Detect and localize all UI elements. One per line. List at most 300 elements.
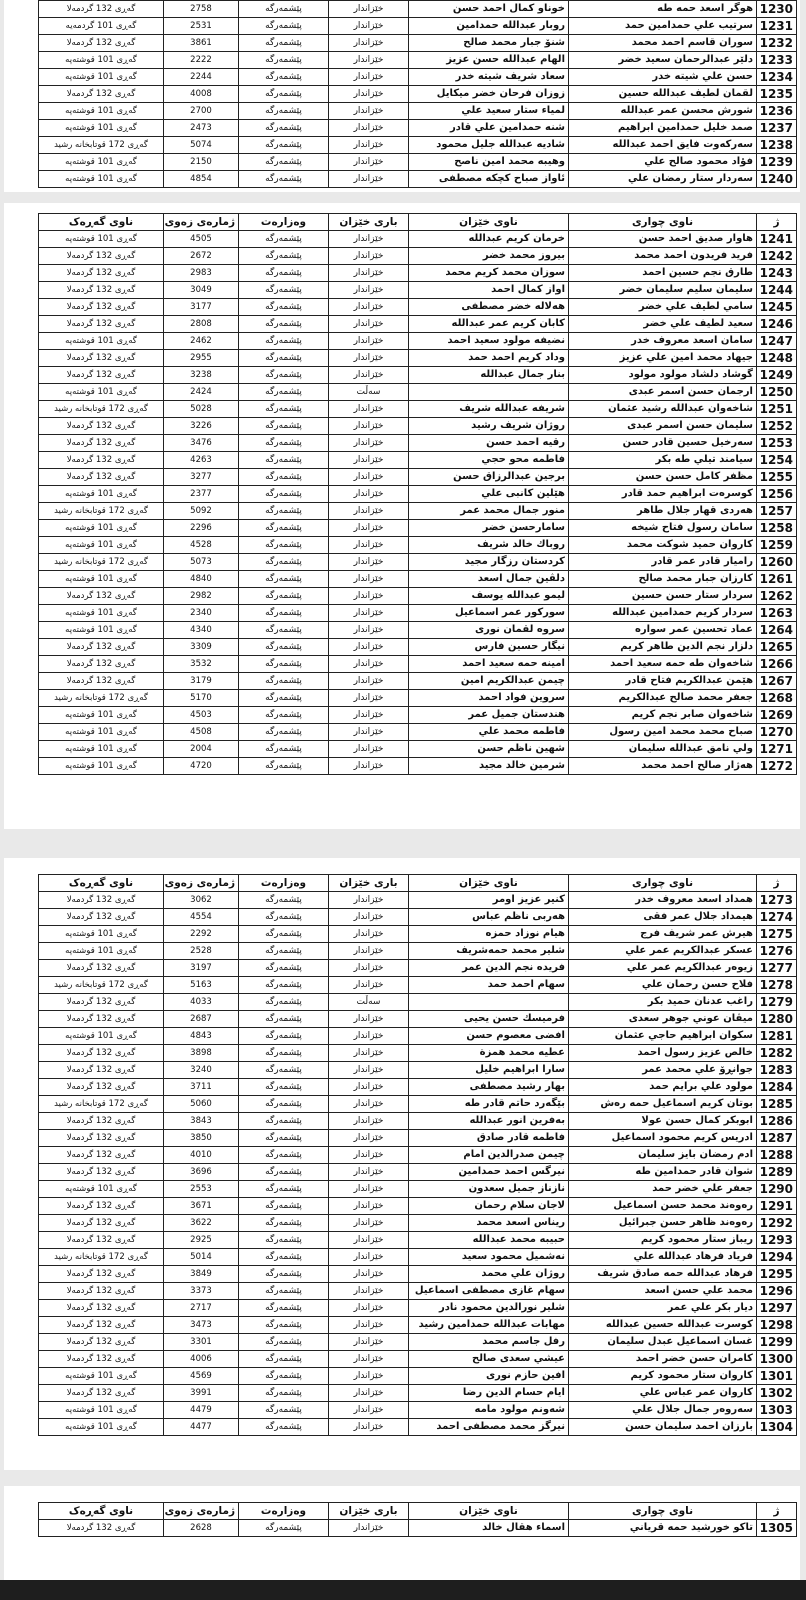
mother-name-cell: كردستان رزگار مجيد: [409, 554, 569, 571]
house-no-cell: 4263: [164, 452, 239, 469]
table-row: [39, 265, 797, 282]
seq-cell: 1243: [757, 265, 797, 282]
seq-cell: 1272: [757, 758, 797, 775]
mother-name-cell: منور جمال محمد عمر: [409, 503, 569, 520]
ministry-cell: پێشمەرگە: [239, 299, 329, 316]
family-status-cell: خێزاندار: [329, 656, 409, 673]
family-status-cell: خێزاندار: [329, 154, 409, 171]
ministry-cell: پێشمەرگە: [239, 1419, 329, 1436]
house-no-cell: 4008: [164, 86, 239, 103]
neighborhood-cell: گەڕی 132 گردمەلا: [39, 1079, 164, 1096]
full-name-cell: كاروان عمر عباس علي: [569, 1385, 757, 1402]
full-name-cell: شاخەوان عبدالله رشيد عثمان: [569, 401, 757, 418]
house-no-cell: 3179: [164, 673, 239, 690]
house-no-cell: 4479: [164, 1402, 239, 1419]
family-status-cell: خێزاندار: [329, 1079, 409, 1096]
neighborhood-cell: گەڕی 132 گردمەلا: [39, 1317, 164, 1334]
full-name-cell: سعيد لطيف علي خضر: [569, 316, 757, 333]
neighborhood-cell: گەڕی 132 گردمەلا: [39, 1198, 164, 1215]
full-name-cell: ولي نامق عبدالله سليمان: [569, 741, 757, 758]
table-row: [39, 282, 797, 299]
seq-cell: 1264: [757, 622, 797, 639]
ministry-cell: پێشمەرگە: [239, 724, 329, 741]
house-no-cell: 2717: [164, 1300, 239, 1317]
seq-cell: 1249: [757, 367, 797, 384]
family-status-cell: خێزاندار: [329, 892, 409, 909]
full-name-cell: دلێر عبدالرحمان سعيد خضر: [569, 52, 757, 69]
mother-name-cell: شلير نورالدين محمود نادر: [409, 1300, 569, 1317]
full-name-cell: بوتان كريم اسماعيل حمه رەش: [569, 1096, 757, 1113]
family-status-cell: خێزاندار: [329, 401, 409, 418]
full-name-cell: هەژار صالح احمد محمد: [569, 758, 757, 775]
ministry-cell: پێشمەرگە: [239, 520, 329, 537]
family-status-cell: خێزاندار: [329, 1113, 409, 1130]
table-row: [39, 1130, 797, 1147]
table-row: [39, 892, 797, 909]
ministry-cell: پێشمەرگە: [239, 1215, 329, 1232]
table-row: [39, 350, 797, 367]
ministry-cell: پێشمەرگە: [239, 154, 329, 171]
table-row: [39, 333, 797, 350]
mother-name-cell: بێگەرد حاتم قادر طه: [409, 1096, 569, 1113]
table-row: [39, 1, 797, 18]
table-row: [39, 1198, 797, 1215]
ministry-cell: پێشمەرگە: [239, 486, 329, 503]
neighborhood-cell: گەڕی 101 قوشتەپە: [39, 571, 164, 588]
neighborhood-cell: گەڕی 101 قوشتەپە: [39, 103, 164, 120]
table-row: [39, 639, 797, 656]
family-status-cell: خێزاندار: [329, 299, 409, 316]
seq-cell: 1236: [757, 103, 797, 120]
mother-name-cell: لمياء ستار سعيد علي: [409, 103, 569, 120]
document-page-1: [4, 0, 800, 192]
mother-name-cell: بهار رشيد مصطفى: [409, 1079, 569, 1096]
seq-cell: 1290: [757, 1181, 797, 1198]
table-row: [39, 1334, 797, 1351]
mother-name-cell: كنير عزيز اومر: [409, 892, 569, 909]
family-status-cell: خێزاندار: [329, 1334, 409, 1351]
house-no-cell: 4843: [164, 1028, 239, 1045]
family-status-cell: خێزاندار: [329, 367, 409, 384]
family-status-cell: خێزاندار: [329, 486, 409, 503]
house-no-cell: 5060: [164, 1096, 239, 1113]
neighborhood-cell: گەڕی 132 گردمەلا: [39, 367, 164, 384]
table-row: [39, 248, 797, 265]
seq-cell: 1250: [757, 384, 797, 401]
mother-name-cell: اسماء هقال خالد: [409, 1520, 569, 1537]
seq-cell: 1275: [757, 926, 797, 943]
house-no-cell: 2955: [164, 350, 239, 367]
family-status-cell: خێزاندار: [329, 171, 409, 188]
family-status-cell: خێزاندار: [329, 571, 409, 588]
house-no-cell: 2983: [164, 265, 239, 282]
ministry-cell: پێشمەرگە: [239, 265, 329, 282]
neighborhood-cell: گەڕی 132 گردمەلا: [39, 418, 164, 435]
family-status-cell: خێزاندار: [329, 1028, 409, 1045]
ministry-cell: پێشمەرگە: [239, 707, 329, 724]
full-name-cell: ادم رمضان بايز سليمان: [569, 1147, 757, 1164]
mother-name-cell: فاطمه قادر صادق: [409, 1130, 569, 1147]
family-status-cell: خێزاندار: [329, 1181, 409, 1198]
family-status-cell: خێزاندار: [329, 1232, 409, 1249]
neighborhood-cell: گەڕی 132 گردمەلا: [39, 909, 164, 926]
neighborhood-cell: گەڕی 132 گردمەلا: [39, 282, 164, 299]
table-row: [39, 707, 797, 724]
table-row: [39, 1300, 797, 1317]
full-name-cell: ارجمان حسن اسمر عبدی: [569, 384, 757, 401]
family-status-cell: خێزاندار: [329, 1317, 409, 1334]
table-row: [39, 137, 797, 154]
full-name-cell: مظفر كامل حسن حسن: [569, 469, 757, 486]
neighborhood-cell: گەڕی 101 قوشتەپە: [39, 231, 164, 248]
mother-name-cell: فاطمه محمد علي: [409, 724, 569, 741]
family-status-cell: خێزاندار: [329, 1011, 409, 1028]
family-status-cell: خێزاندار: [329, 418, 409, 435]
table-row: [39, 1249, 797, 1266]
family-status-cell: خێزاندار: [329, 554, 409, 571]
house-no-cell: 3696: [164, 1164, 239, 1181]
house-no-cell: 2808: [164, 316, 239, 333]
full-name-cell: سردار ستار حسن حسين: [569, 588, 757, 605]
neighborhood-cell: گەڕی 101 قوشتەپە: [39, 1368, 164, 1385]
ministry-cell: پێشمەرگە: [239, 892, 329, 909]
seq-cell: 1267: [757, 673, 797, 690]
neighborhood-cell: گەڕی 132 گردمەلا: [39, 299, 164, 316]
seq-cell: 1263: [757, 605, 797, 622]
header-family-status: باری خێزان: [329, 1503, 409, 1520]
neighborhood-cell: گەڕی 101 قوشتەپە: [39, 333, 164, 350]
full-name-cell: كاروان ستار محمود كريم: [569, 1368, 757, 1385]
seq-cell: 1279: [757, 994, 797, 1011]
full-name-cell: لقمان لطيف عبدالله حسين: [569, 86, 757, 103]
full-name-cell: گوشاد دلشاد مولود مولود: [569, 367, 757, 384]
full-name-cell: شاخەوان صابر نجم كريم: [569, 707, 757, 724]
family-status-cell: خێزاندار: [329, 1198, 409, 1215]
house-no-cell: 4340: [164, 622, 239, 639]
table-row: [39, 605, 797, 622]
family-status-cell: خێزاندار: [329, 120, 409, 137]
mother-name-cell: سوزان محمد كريم محمد: [409, 265, 569, 282]
table-row: [39, 418, 797, 435]
table-row: [39, 52, 797, 69]
full-name-cell: كارزان جبار محمد صالح: [569, 571, 757, 588]
neighborhood-cell: گەڕی 132 گردمەلا: [39, 1283, 164, 1300]
header-family-status: باری خێزان: [329, 875, 409, 892]
beneficiary-table-2: [38, 213, 797, 775]
seq-cell: 1294: [757, 1249, 797, 1266]
neighborhood-cell: گەڕی 101 قوشتەپە: [39, 520, 164, 537]
neighborhood-cell: گەڕی 132 گردمەلا: [39, 994, 164, 1011]
table-row: [39, 724, 797, 741]
full-name-cell: سيامند تيلي طه بكر: [569, 452, 757, 469]
mother-name-cell: شريفه عبدالله شريف: [409, 401, 569, 418]
seq-cell: 1231: [757, 18, 797, 35]
mother-name-cell: ريناس اسعد محمد: [409, 1215, 569, 1232]
table-row: [39, 35, 797, 52]
ministry-cell: پێشمەرگە: [239, 1130, 329, 1147]
mother-name-cell: عيشي سعدی صالح: [409, 1351, 569, 1368]
house-no-cell: 5073: [164, 554, 239, 571]
table-row: [39, 1028, 797, 1045]
mother-name-cell: روبار عبدالله حمدامين: [409, 18, 569, 35]
ministry-cell: پێشمەرگە: [239, 1385, 329, 1402]
neighborhood-cell: گەڕی 132 گردمەلا: [39, 1164, 164, 1181]
full-name-cell: فلاح حسن رحمان علي: [569, 977, 757, 994]
mother-name-cell: شهين ناظم حسن: [409, 741, 569, 758]
seq-cell: 1299: [757, 1334, 797, 1351]
neighborhood-cell: گەڕی 101 قوشتەپە: [39, 724, 164, 741]
table-row: [39, 943, 797, 960]
table-row: [39, 1113, 797, 1130]
seq-cell: 1240: [757, 171, 797, 188]
header-seq: ژ: [757, 214, 797, 231]
house-no-cell: 3197: [164, 960, 239, 977]
seq-cell: 1285: [757, 1096, 797, 1113]
ministry-cell: پێشمەرگە: [239, 1011, 329, 1028]
house-no-cell: 2925: [164, 1232, 239, 1249]
mother-name-cell: دلڤين جمال اسعد: [409, 571, 569, 588]
table-row: [39, 1317, 797, 1334]
house-no-cell: 3843: [164, 1113, 239, 1130]
seq-cell: 1260: [757, 554, 797, 571]
table-row: [39, 401, 797, 418]
seq-cell: 1270: [757, 724, 797, 741]
seq-cell: 1251: [757, 401, 797, 418]
table-row: [39, 1045, 797, 1062]
house-no-cell: 5092: [164, 503, 239, 520]
ministry-cell: پێشمەرگە: [239, 1520, 329, 1537]
neighborhood-cell: گەڕی 132 گردمەلا: [39, 1520, 164, 1537]
house-no-cell: 2244: [164, 69, 239, 86]
seq-cell: 1232: [757, 35, 797, 52]
seq-cell: 1273: [757, 892, 797, 909]
seq-cell: 1233: [757, 52, 797, 69]
neighborhood-cell: گەڕی 172 قوتابخانە رشید: [39, 554, 164, 571]
seq-cell: 1269: [757, 707, 797, 724]
mother-name-cell: بنار جمال عبدالله: [409, 367, 569, 384]
house-no-cell: 4508: [164, 724, 239, 741]
mother-name-cell: افضی معصوم حسن: [409, 1028, 569, 1045]
ministry-cell: پێشمەرگە: [239, 1300, 329, 1317]
family-status-cell: خێزاندار: [329, 435, 409, 452]
family-status-cell: خێزاندار: [329, 1385, 409, 1402]
seq-cell: 1291: [757, 1198, 797, 1215]
house-no-cell: 2628: [164, 1520, 239, 1537]
neighborhood-cell: گەڕی 132 گردمەلا: [39, 673, 164, 690]
full-name-cell: بارزان احمد سليمان حسن: [569, 1419, 757, 1436]
mother-name-cell: رقيه احمد حسن: [409, 435, 569, 452]
family-status-cell: خێزاندار: [329, 588, 409, 605]
ministry-cell: پێشمەرگە: [239, 1198, 329, 1215]
neighborhood-cell: گەڕی 101 قوشتەپە: [39, 537, 164, 554]
ministry-cell: پێشمەرگە: [239, 316, 329, 333]
family-status-cell: خێزاندار: [329, 469, 409, 486]
seq-cell: 1282: [757, 1045, 797, 1062]
full-name-cell: ديار بكر علي عمر: [569, 1300, 757, 1317]
neighborhood-cell: گەڕی 132 گردمەلا: [39, 1011, 164, 1028]
family-status-cell: خێزاندار: [329, 350, 409, 367]
family-status-cell: خێزاندار: [329, 1062, 409, 1079]
mother-name-cell: سروين فواد احمد: [409, 690, 569, 707]
family-status-cell: خێزاندار: [329, 707, 409, 724]
mother-name-cell: شرمين خالد مجيد: [409, 758, 569, 775]
neighborhood-cell: گەڕی 101 گردمەیە: [39, 18, 164, 35]
full-name-cell: جعفر محمد صالح عبدالكريم: [569, 690, 757, 707]
seq-cell: 1253: [757, 435, 797, 452]
ministry-cell: پێشمەرگە: [239, 248, 329, 265]
mother-name-cell: چيمن صدرالدين امام: [409, 1147, 569, 1164]
seq-cell: 1256: [757, 486, 797, 503]
mother-name-cell: فاطمه محو حجي: [409, 452, 569, 469]
house-no-cell: 2700: [164, 103, 239, 120]
mother-name-cell: سروه لقمان نوری: [409, 622, 569, 639]
family-status-cell: خێزاندار: [329, 52, 409, 69]
ministry-cell: پێشمەرگە: [239, 1368, 329, 1385]
family-status-cell: خێزاندار: [329, 333, 409, 350]
ministry-cell: پێشمەرگە: [239, 452, 329, 469]
mother-name-cell: افين حازم نوری: [409, 1368, 569, 1385]
house-no-cell: 4006: [164, 1351, 239, 1368]
family-status-cell: خێزاندار: [329, 926, 409, 943]
header-seq: ژ: [757, 1503, 797, 1520]
neighborhood-cell: گەڕی 101 قوشتەپە: [39, 605, 164, 622]
house-no-cell: 2982: [164, 588, 239, 605]
neighborhood-cell: گەڕی 101 قوشتەپە: [39, 69, 164, 86]
house-no-cell: 3476: [164, 435, 239, 452]
family-status-cell: خێزاندار: [329, 537, 409, 554]
seq-cell: 1281: [757, 1028, 797, 1045]
house-no-cell: 3850: [164, 1130, 239, 1147]
mother-name-cell: شەونم مولود مامه: [409, 1402, 569, 1419]
header-mother-name: ناوی خێزان: [409, 214, 569, 231]
family-status-cell: خێزاندار: [329, 741, 409, 758]
ministry-cell: پێشمەرگە: [239, 639, 329, 656]
family-status-cell: خێزاندار: [329, 1, 409, 18]
ministry-cell: پێشمەرگە: [239, 690, 329, 707]
table-row: [39, 1079, 797, 1096]
family-status-cell: خێزاندار: [329, 1164, 409, 1181]
mother-name-cell: شاديه عبدالله جليل محمود: [409, 137, 569, 154]
table-row: [39, 299, 797, 316]
full-name-cell: ريباز ستار محمود كريم: [569, 1232, 757, 1249]
table-row: [39, 1520, 797, 1537]
seq-cell: 1247: [757, 333, 797, 350]
mother-name-cell: روباك خالد شريف: [409, 537, 569, 554]
full-name-cell: كوسرەت ابراهيم حمد قادر: [569, 486, 757, 503]
full-name-cell: مولود علي برايم حمد: [569, 1079, 757, 1096]
family-status-cell: خێزاندار: [329, 520, 409, 537]
neighborhood-cell: گەڕی 132 گردمەلا: [39, 452, 164, 469]
seq-cell: 1235: [757, 86, 797, 103]
table-row: [39, 154, 797, 171]
seq-cell: 1254: [757, 452, 797, 469]
header-house-no: ژمارەی زەوی: [164, 1503, 239, 1520]
table-row: [39, 554, 797, 571]
seq-cell: 1295: [757, 1266, 797, 1283]
family-status-cell: خێزاندار: [329, 1402, 409, 1419]
full-name-cell: سردار كريم حمدامين عبدالله: [569, 605, 757, 622]
table-row: [39, 1096, 797, 1113]
full-name-cell: صباح محمد محمد امين رسول: [569, 724, 757, 741]
header-full-name: ناوی چواری: [569, 875, 757, 892]
ministry-cell: پێشمەرگە: [239, 1045, 329, 1062]
neighborhood-cell: گەڕی 132 گردمەلا: [39, 1300, 164, 1317]
seq-cell: 1304: [757, 1419, 797, 1436]
ministry-cell: پێشمەرگە: [239, 137, 329, 154]
ministry-cell: پێشمەرگە: [239, 909, 329, 926]
ministry-cell: پێشمەرگە: [239, 52, 329, 69]
neighborhood-cell: گەڕی 132 گردمەلا: [39, 960, 164, 977]
seq-cell: 1262: [757, 588, 797, 605]
table-row: [39, 1419, 797, 1436]
ministry-cell: پێشمەرگە: [239, 35, 329, 52]
full-name-cell: رەوەند محمد حسن اسماعيل: [569, 1198, 757, 1215]
mother-name-cell: شنۆ جبار محمد صالح: [409, 35, 569, 52]
table-row: [39, 690, 797, 707]
ministry-cell: پێشمەرگە: [239, 1079, 329, 1096]
full-name-cell: جوانڕۆ علي محمد عمر: [569, 1062, 757, 1079]
mother-name-cell: نيگار حسين فارس: [409, 639, 569, 656]
full-name-cell: دلزار نجم الدين طاهر كريم: [569, 639, 757, 656]
mother-name-cell: خرمان كريم عبدالله: [409, 231, 569, 248]
full-name-cell: زيوەر عبدالكريم عمر علي: [569, 960, 757, 977]
house-no-cell: 3177: [164, 299, 239, 316]
seq-cell: 1288: [757, 1147, 797, 1164]
table-row: [39, 1147, 797, 1164]
ministry-cell: پێشمەرگە: [239, 588, 329, 605]
mother-name-cell: [409, 994, 569, 1011]
house-no-cell: 2462: [164, 333, 239, 350]
neighborhood-cell: گەڕی 132 گردمەلا: [39, 1113, 164, 1130]
table-row: [39, 503, 797, 520]
full-name-cell: خالص عزيز رسول احمد: [569, 1045, 757, 1062]
table-row: [39, 171, 797, 188]
table-row: [39, 103, 797, 120]
ministry-cell: پێشمەرگە: [239, 571, 329, 588]
ministry-cell: پێشمەرگە: [239, 171, 329, 188]
mother-name-cell: سعاد شريف شيته خدر: [409, 69, 569, 86]
seq-cell: 1300: [757, 1351, 797, 1368]
table-row: [39, 1062, 797, 1079]
neighborhood-cell: گەڕی 101 قوشتەپە: [39, 926, 164, 943]
seq-cell: 1302: [757, 1385, 797, 1402]
table-row: [39, 588, 797, 605]
neighborhood-cell: گەڕی 101 قوشتەپە: [39, 486, 164, 503]
mother-name-cell: چيمن عبدالكريم امين: [409, 673, 569, 690]
header-neighborhood: ناوی گەڕەک: [39, 875, 164, 892]
family-status-cell: خێزاندار: [329, 35, 409, 52]
house-no-cell: 5028: [164, 401, 239, 418]
ministry-cell: پێشمەرگە: [239, 1249, 329, 1266]
house-no-cell: 2672: [164, 248, 239, 265]
header-ministry: وەزارەت: [239, 214, 329, 231]
house-no-cell: 3238: [164, 367, 239, 384]
full-name-cell: هيرش عمر شريف فرج: [569, 926, 757, 943]
family-status-cell: خێزاندار: [329, 943, 409, 960]
family-status-cell: خێزاندار: [329, 137, 409, 154]
mother-name-cell: سارا ابراهيم خليل: [409, 1062, 569, 1079]
mother-name-cell: سامارحسن خضر: [409, 520, 569, 537]
neighborhood-cell: گەڕی 101 قوشتەپە: [39, 758, 164, 775]
table-row: [39, 435, 797, 452]
family-status-cell: خێزاندار: [329, 1520, 409, 1537]
mother-name-cell: ليمو عبدالله يوسف: [409, 588, 569, 605]
house-no-cell: 3049: [164, 282, 239, 299]
full-name-cell: هەردی قهار جلال طاهر: [569, 503, 757, 520]
family-status-cell: خێزاندار: [329, 265, 409, 282]
neighborhood-cell: گەڕی 132 گردمەلا: [39, 316, 164, 333]
seq-cell: 1265: [757, 639, 797, 656]
